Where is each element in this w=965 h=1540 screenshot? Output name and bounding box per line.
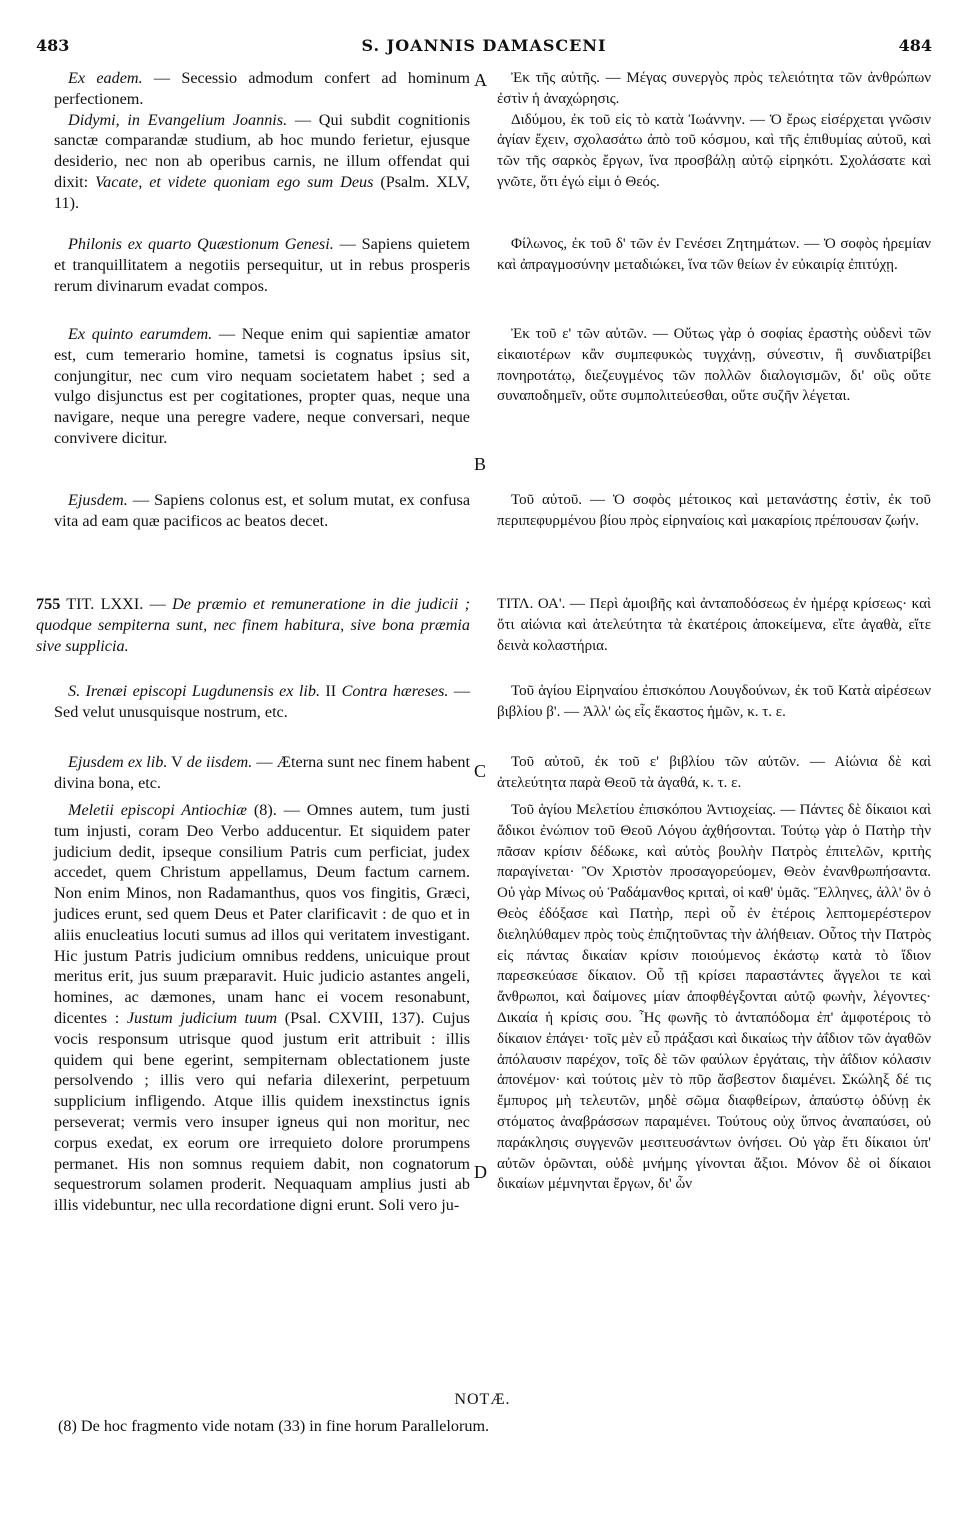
margin-marker-c: C bbox=[474, 761, 487, 781]
greek-text: Τοῦ αὐτοῦ. — Ὁ σοφὸς μέτοικος καὶ μετανάστης ἐστὶν, ἐκ τοῦ περιπεφυρμένου βίου πρὸς εἰρηναίοις καὶ μακαρίοις πρέπουσαν ζωήν. bbox=[497, 492, 931, 529]
page-number-right: 484 bbox=[898, 36, 932, 55]
greek-text: Φίλωνος, ἐκ τοῦ δ' τῶν ἐν Γενέσει Ζητημάτων. — Ὁ σοφὸς ἠρεμίαν καὶ ἀπραγμοσύνην μεταδιώκει, ἵνα τῶν θείων ἐν εὐκαιρίᾳ ἐπιτύχῃ. bbox=[497, 236, 931, 273]
margin-marker-a: A bbox=[474, 70, 487, 90]
column-number: 755 bbox=[36, 595, 61, 613]
greek-text: Ἐκ τῆς αὐτῆς. — Μέγας συνεργὸς πρὸς τελειότητα τῶν ἀνθρώπων ἐστὶν ἡ ἀναχώρησις. bbox=[497, 70, 931, 107]
greek-title-block bbox=[497, 594, 931, 656]
latin-source: Meletii episcopi Antiochiæ bbox=[68, 801, 247, 819]
latin-block-4 bbox=[54, 490, 470, 532]
footnote-8: (8) De hoc fragmento vide notam (33) in fine horum Parallelorum. bbox=[58, 1417, 490, 1435]
latin-text: — Sapiens quietem et tranquillitatem a negotiis persequitur, ut in rebus prosperis rerum divinarum evadat compos. bbox=[54, 235, 470, 295]
latin-block-7 bbox=[54, 800, 470, 1216]
latin-source: Philonis ex quarto Quæstionum Genesi. bbox=[68, 235, 334, 253]
latin-text: (8). — Omnes autem, tum justi tum injusti, coram Deo Verbo adducentur. Et siquidem pater judicium dedit, ipseque consilium Patris cum perficiat, judex accedet, quem Christum appellamus, Deum factum carnem. Non enim Minos, non Radamanthus, quos vos fingitis, Græci, judices erunt, sed quem Deus et Pater clarificavit : de quo et in aliis enucleatius locuti sumus ad illos qui veritatem investigant. Hic justum Patris judicium omnibus reddens, unicuique prout meritus erit, jus suum præparavit. Huic judicio astantes angeli, homines, ac dæmones, unam hanc ei vocem resonabunt, dicentes : bbox=[54, 801, 471, 1027]
latin-text: — Sapiens colonus est, et solum mutat, ex confusa vita ad eam quæ pacificos ac beatos decet. bbox=[54, 491, 470, 530]
latin-text: — Æterna sunt nec finem habent divina bona, etc. bbox=[54, 753, 470, 792]
greek-text: Ἐκ τοῦ ε' τῶν αὐτῶν. — Οὔτως γὰρ ὁ σοφίας ἐραστὴς οὐδενὶ τῶν εἰκαιοτέρων κἂν συμπεφυκὼς τυγχάνῃ, σύνεστιν, ἢ συνδιατρίβει πονηροτάτῳ, διεζευγμένος τῶν πολλῶν διαλογισμῶν, δι' οὓς οὔτε συναποδημεῖν, οὔτε συμπολιτεύεσθαι, οὔτε συζῆν λέγεται. bbox=[497, 326, 931, 405]
greek-block-2 bbox=[497, 234, 931, 276]
greek-title: ΤΙΤΛ. ΟΑ'. — Περὶ ἀμοιβῆς καὶ ἀνταποδόσεως ἐν ἡμέρᾳ κρίσεως· καὶ ὅτι αἰώνια καὶ ἀτελεύτητα τὰ ἑκατέροις ἀποκείμενα, εἴτε ἀγαθὰ, εἴτε δεινὰ κολαστήρια. bbox=[497, 596, 931, 654]
latin-text: — Qui subdit cognitionis sanctæ comparandæ studium, ab hoc mundo ferietur, ejusque desiderio, nec non ab operibus carnis, ne illum offendat qui dixit: bbox=[54, 110, 470, 191]
title-label: TIT. LXXI. — bbox=[60, 595, 173, 613]
latin-source: Ejusdem ex lib. bbox=[68, 753, 168, 771]
latin-block-3 bbox=[54, 324, 470, 449]
latin-ref: (Psalm. XLV, 11). bbox=[54, 172, 470, 212]
greek-block-1 bbox=[497, 68, 931, 193]
greek-block-6 bbox=[497, 752, 931, 794]
margin-marker-d: D bbox=[474, 1162, 487, 1182]
page-header bbox=[36, 36, 932, 60]
latin-text: — Sed velut unusquisque nostrum, etc. bbox=[54, 682, 471, 721]
latin-text: II bbox=[320, 682, 342, 700]
greek-text: Διδύμου, ἐκ τοῦ εἰς τὸ κατὰ Ἰωάννην. — Ὁ ἔρως εἰσέρχεται γνῶσιν ἁγίαν ἔχειν, σχολασάτω ἀπὸ τοῦ κόσμου, καὶ τῆς ἐπιθυμίας αὐτοῦ, καὶ τῶν τῆς σαρκὸς ἔργων, ἵνα προσβάλῃ αὐτῷ εἰρηκότι. Σχολάσατε καὶ γνῶτε, ὅτι ἐγώ εἰμι ὁ Θεός. bbox=[497, 111, 931, 190]
greek-text: Τοῦ ἁγίου Μελετίου ἐπισκόπου Ἀντιοχείας. — Πάντες δὲ δίκαιοι καὶ ἄδικοι ἐνώπιον τοῦ Θεοῦ Λόγου ἀχθήσονται. Τούτῳ γὰρ ὁ Πατὴρ τὴν πᾶσαν κρίσιν δέδωκε, καὶ αὐτὸς βουλὴν Πατρὸς ἐπιτελῶν, κριτὴς παραγίνεται· Ὃν Χριστὸν προσαγορεύομεν, Θεὸν ἐνανθρωπήσαντα. Οὐ γὰρ Μίνως οὐ Ῥαδάμανθος κριταὶ, οἱ καθ' ὑμᾶς. Ἕλληνες, ἀλλ' ὃν ὁ Θεὸς ἐδόξασε καὶ Πατὴρ, περὶ οὗ ἐν ἑτέροις λεπτομερέστερον διεληλύθαμεν πρὸς τοὺς ἐπιζητοῦντας τὴν ἀλήθειαν. Οὗτος τὴν Πατρὸς εἰς πάντας δικαίαν κρίσιν ποιούμενος ἑκάστῳ κατὰ τὸ ἴδιον παρεσκεύασε δίκαιον. Οὗ τῇ κρίσει παραστάντες ἄγγελοι τε καὶ ἄνθρωποι, καὶ δαίμονες μίαν ἀποφθέγξονται αὐτῷ φωνὴν, λέγοντες· Δικαία ἡ κρίσις σου. Ἧς φωνῆς τὸ ἀνταπόδομα ἐπ' ἀμφοτέροις τὸ δίκαιον ἐπάγει· τοῖς μὲν εὖ πράξασι καὶ δικαίως τὴν ἀΐδιον τῶν ἀγαθῶν ἀπόλαυσιν παρέχον, τοῖς δὲ τῶν φαύλων ἐργάταις, τὴν ἀΐδιον κόλασιν ἀπονέμον· καὶ τούτοις μὲν τὸ πῦρ ἄσβεστον διαμένει. Σκώληξ δέ τις ἔμπυρος μὴ τελευτῶν, μηδὲ σῶμα διαφθείρων, ἀπαύστῳ ὀδύνῃ ἐκ στόματος ἀναβράσσων παραμένει. Τούτους οὐχ ὕπνος ἀναπαύσει, οὐ παράκλησις συγγενῶν μεσιτευσάντων ὀνήσει. Οὐ γὰρ ἔτι δίκαιοι ὑπ' αὐτῶν ὁρῶνται, οὐδὲ μνήμης γίνονται ἄξιοι. Μόνον δὲ οἱ δίκαιοι δικαίων μέμνηνται ἔργων, δι' ὧν bbox=[497, 802, 931, 1193]
latin-block-6 bbox=[54, 752, 470, 794]
page-number-left: 483 bbox=[36, 36, 70, 55]
greek-block-5 bbox=[497, 681, 931, 723]
greek-text: Τοῦ αὐτοῦ, ἐκ τοῦ ε' βιβλίου τῶν αὐτῶν. — Αἰώνια δὲ καὶ ἀτελεύτητα παρὰ Θεοῦ τὰ ἀγαθά, κ. τ. ε. bbox=[497, 754, 931, 791]
latin-source: Didymi, in Evangelium Joannis. bbox=[68, 110, 288, 129]
latin-block-2 bbox=[54, 234, 470, 296]
latin-source: Ex eadem. bbox=[68, 69, 143, 87]
latin-source: Ex quinto earumdem. bbox=[68, 325, 213, 343]
latin-block-1 bbox=[54, 68, 470, 214]
latin-text: (Psal. CXVIII, 137). Cujus vocis responsum utrisque quod justum erit attribuit : illis quidem qui bene egerint, sempiternam oblectationem juste persolvendo ; illis vero qui nefaria dilexerint, perpetuum supplicium infligendo. Atque illis quidem inexstinctus ignis perseverat; vermis vero insuper igneus qui non moritur, nec corpus exedat, ex eorum ore irrequieto dolore prorumpens permanet. His non somnus requiem dabit, non cognatorum sequestrorum solamen proderit. Nequaquam amplius justi ab illis videbuntur, nec ulla recordatione digni erunt. Soli vero ju- bbox=[54, 1008, 470, 1215]
latin-text: — Secessio admodum confert ad hominum perfectionem. bbox=[54, 69, 470, 108]
running-title: S. JOANNIS DAMASCENI bbox=[361, 36, 607, 55]
latin-text: V bbox=[167, 753, 187, 771]
greek-text: Τοῦ ἁγίου Εἰρηναίου ἐπισκόπου Λουγδούνων, ἐκ τοῦ Κατὰ αἱρέσεων βιβλίου β'. — Ἀλλ' ὡς εἷς ἕκαστος ἡμῶν, κ. τ. ε. bbox=[497, 683, 931, 720]
latin-text: — Neque enim qui sapientiæ amator est, cum temerario homine, tametsi is cognatus ipsius sit, conjungitur, nec cum viro nequam societatem habet ; sed a vulgo disjunctus est per cogitationes, propter quas, neque una navigare, neque una peregre vadere, neque conversari, neque convivere dicitur. bbox=[54, 325, 470, 447]
latin-source: Ejusdem. bbox=[68, 491, 128, 509]
greek-block-3 bbox=[497, 324, 931, 407]
margin-marker-b: B bbox=[474, 454, 487, 474]
latin-quote: Vacate, et videte quoniam ego sum Deus bbox=[95, 172, 374, 191]
title-text: De præmio et remuneratione in die judicii ; quodque sempiterna sunt, nec finem habitura, sive bona præmia sive supplicia. bbox=[36, 595, 470, 655]
latin-source: S. Irenæi episcopi Lugdunensis ex lib. bbox=[68, 682, 321, 700]
latin-title-block bbox=[36, 594, 470, 656]
latin-source: Contra hæreses. bbox=[341, 682, 449, 700]
greek-block-7 bbox=[497, 800, 931, 1195]
latin-quote: Justum judicium tuum bbox=[126, 1008, 278, 1027]
latin-block-5 bbox=[54, 681, 470, 723]
greek-block-4 bbox=[497, 490, 931, 532]
latin-source: de iisdem. bbox=[186, 753, 253, 771]
notes-title: NOTÆ. bbox=[454, 1391, 511, 1408]
